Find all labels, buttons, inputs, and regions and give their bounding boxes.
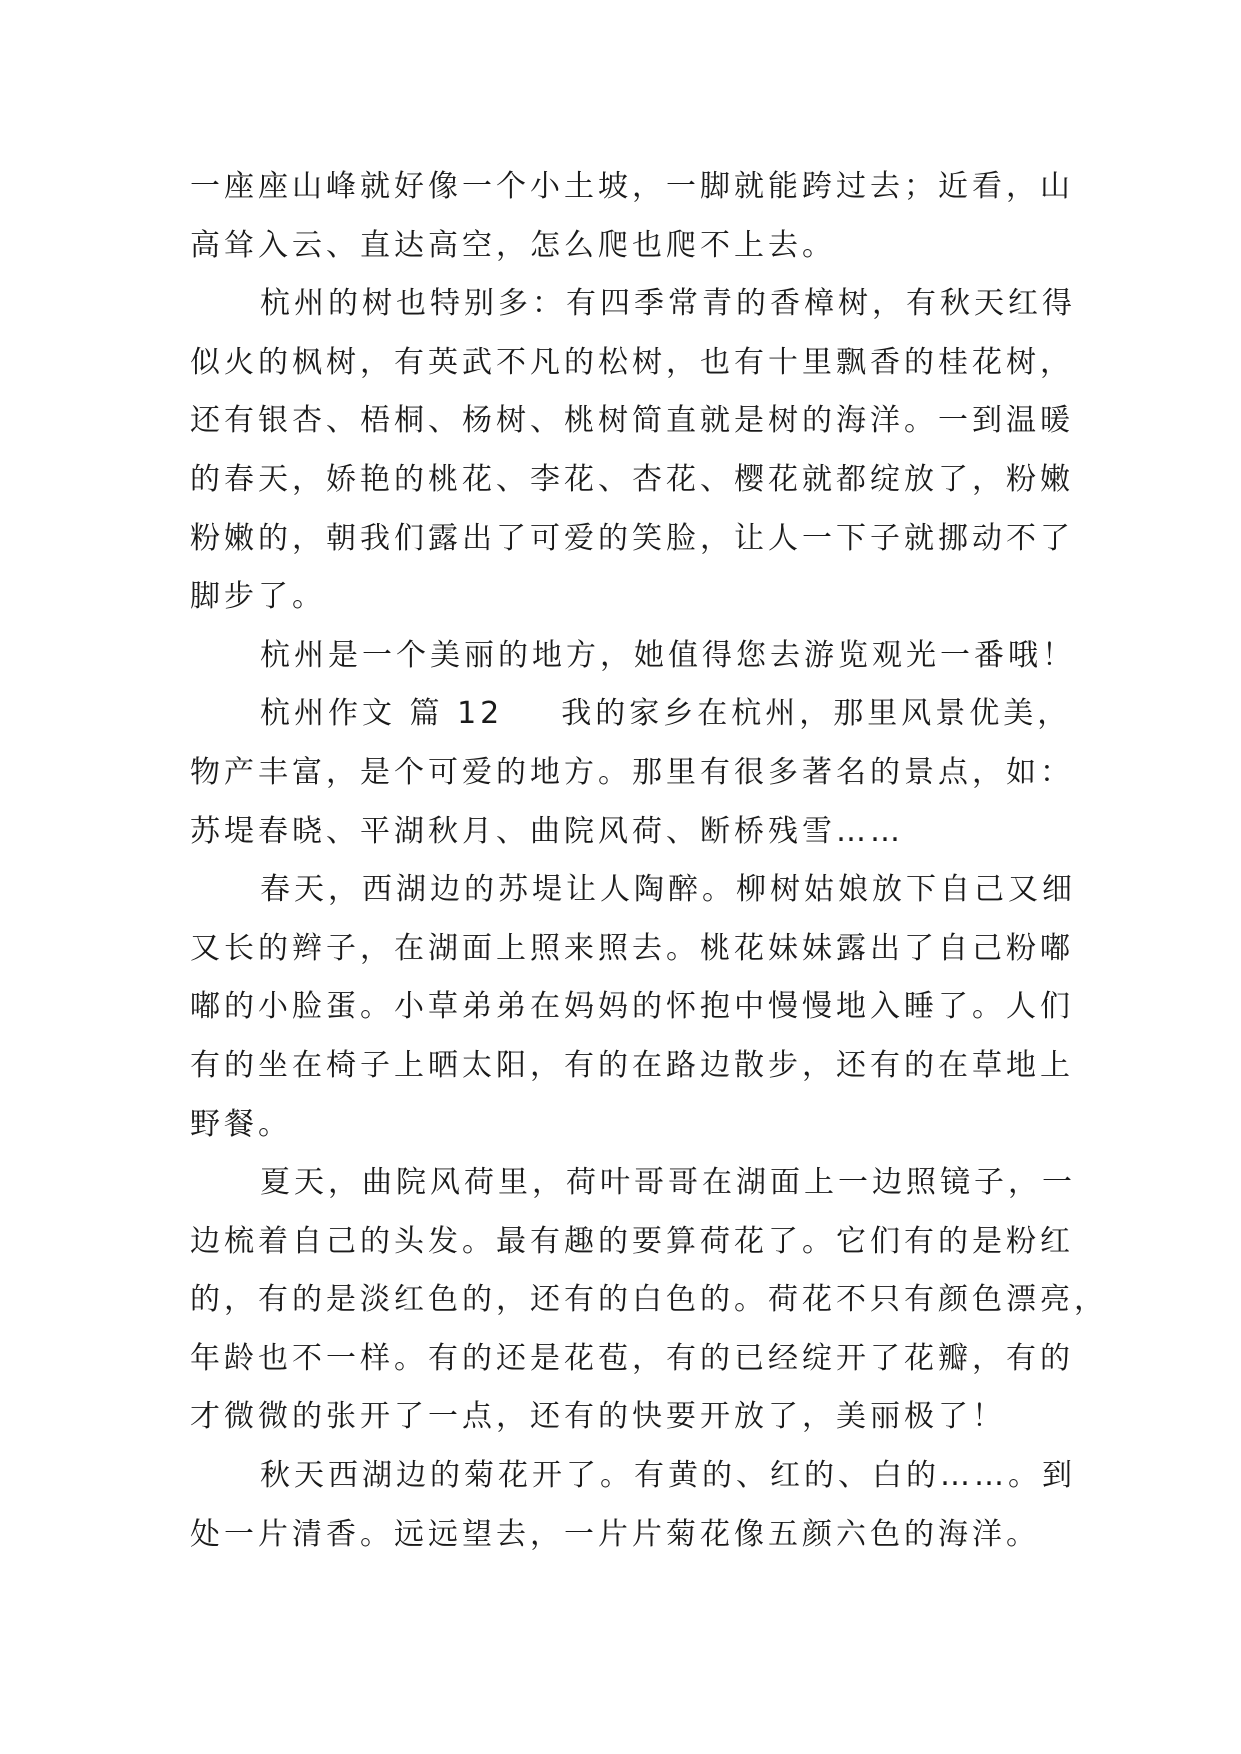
text-line: 又长的辫子，在湖面上照来照去。桃花妹妹露出了自己粉嘟 <box>190 930 1074 966</box>
text-line: 野餐。 <box>190 1106 292 1142</box>
text-line: 的春天，娇艳的桃花、李花、杏花、樱花就都绽放了，粉嫩 <box>190 461 1074 497</box>
text-line: 一座座山峰就好像一个小土坡，一脚就能跨过去；近看，山 <box>190 169 1074 204</box>
paragraph-start-line: 杭州的树也特别多：有四季常青的香樟树，有秋天红得 <box>260 286 1076 322</box>
section-heading-line <box>190 685 1072 744</box>
text-line: 边梳着自己的头发。最有趣的要算荷花了。它们有的是粉红 <box>190 1223 1074 1259</box>
text-line: 苏堤春晓、平湖秋月、曲院风荷、断桥残雪…… <box>190 813 904 849</box>
paragraph-start-line: 杭州是一个美丽的地方，她值得您去游览观光一番哦！ <box>260 637 1076 673</box>
text-line: 的，有的是淡红色的，还有的白色的。荷花不只有颜色漂亮， <box>190 1282 1108 1318</box>
text-line: 有的坐在椅子上晒太阳，有的在路边散步，还有的在草地上 <box>190 1047 1074 1083</box>
text-line: 高耸入云、直达高空，怎么爬也爬不上去。 <box>190 227 836 263</box>
text-line: 年龄也不一样。有的还是花苞，有的已经绽开了花瓣，有的 <box>190 1340 1074 1376</box>
section-heading: 杭州作文 篇 12 <box>260 696 504 732</box>
text-line: 脚步了。 <box>190 579 326 615</box>
text-line: 才微微的张开了一点，还有的快要开放了，美丽极了！ <box>190 1399 1006 1435</box>
paragraph-start-line: 春天，西湖边的苏堤让人陶醉。柳树姑娘放下自己又细 <box>260 872 1076 908</box>
text-line: 嘟的小脸蛋。小草弟弟在妈妈的怀抱中慢慢地入睡了。人们 <box>190 989 1074 1025</box>
text-line: 处一片清香。远远望去，一片片菊花像五颜六色的海洋。 <box>190 1516 1040 1552</box>
essay-body <box>190 158 1108 1564</box>
text-line: 物产丰富，是个可爱的地方。那里有很多著名的景点，如： <box>190 754 1074 790</box>
text-line: 我的家乡在杭州，那里风景优美， <box>561 696 1072 732</box>
paragraph-start-line: 夏天，曲院风荷里，荷叶哥哥在湖面上一边照镜子，一 <box>260 1165 1076 1201</box>
text-line: 还有银杏、梧桐、杨树、桃树简直就是树的海洋。一到温暖 <box>190 403 1074 439</box>
paragraph-start-line: 秋天西湖边的菊花开了。有黄的、红的、白的……。到 <box>260 1458 1076 1494</box>
text-line: 粉嫩的，朝我们露出了可爱的笑脸，让人一下子就挪动不了 <box>190 520 1074 556</box>
text-line: 似火的枫树，有英武不凡的松树，也有十里飘香的桂花树， <box>190 344 1074 380</box>
